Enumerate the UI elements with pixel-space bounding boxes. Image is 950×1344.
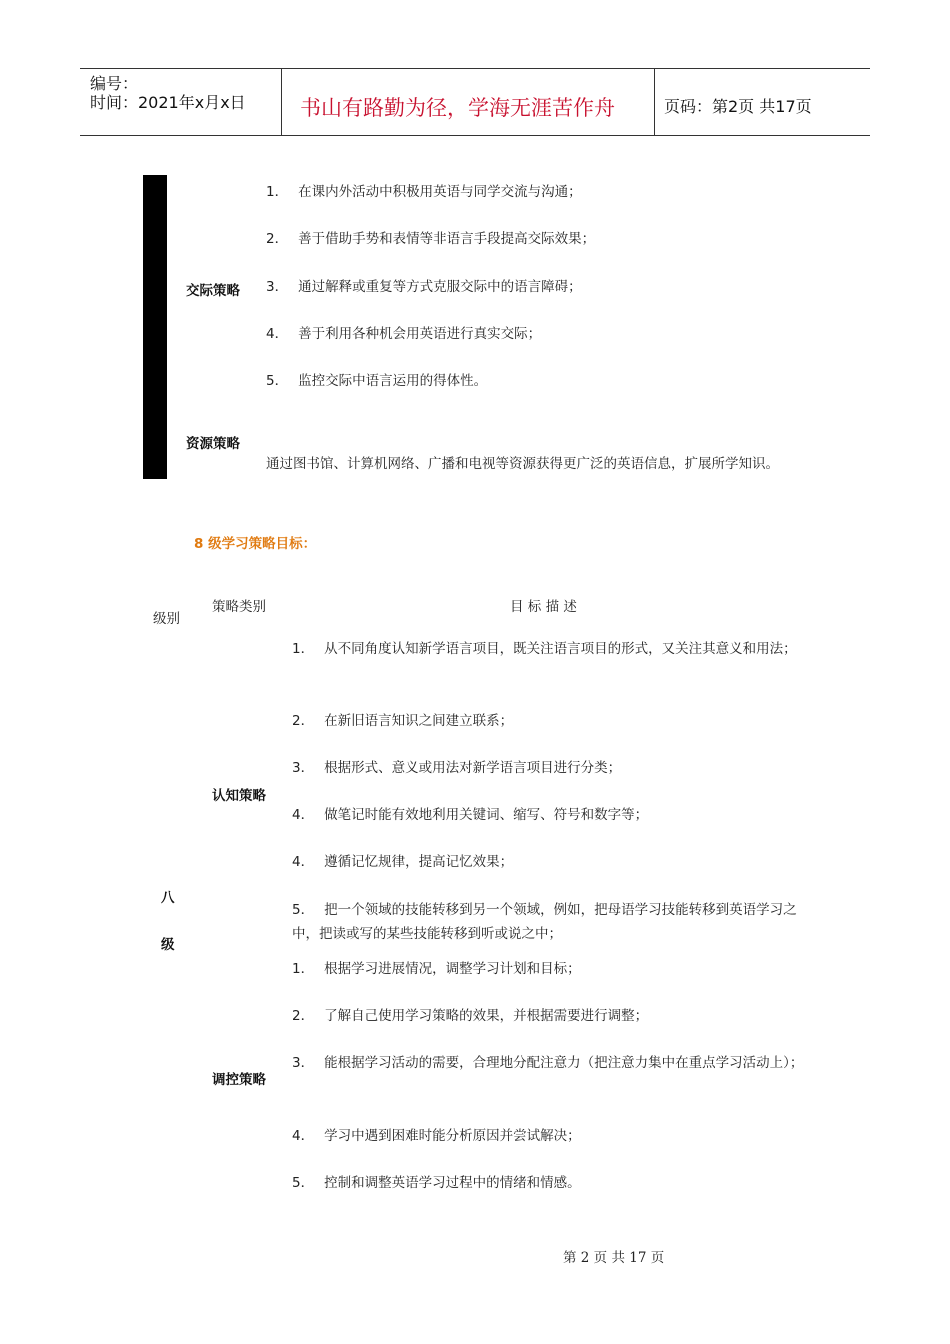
- item-number: 5．: [266, 373, 289, 389]
- regulation-item: [292, 957, 804, 981]
- regulation-item: [292, 1124, 804, 1148]
- cognitive-item: [292, 803, 804, 827]
- item-text: 从不同角度认知新学语言项目，既关注语言项目的形式，又关注其意义和用法；: [324, 641, 797, 657]
- resource-strategy-label: 资源策略: [186, 436, 240, 452]
- item-text: 学习中遇到困难时能分析原因并尝试解决；: [324, 1128, 581, 1144]
- header-divider-left: [281, 68, 282, 135]
- header-motto: 书山有路勤为径，学海无涯苦作舟: [300, 96, 615, 120]
- header-page-info: 页码：第2页 共17页: [664, 97, 812, 116]
- item-number: 3．: [266, 279, 289, 295]
- cognitive-item: [292, 850, 804, 874]
- item-number: 4．: [292, 807, 315, 823]
- cognitive-item: [292, 898, 804, 946]
- resource-strategy-text: 通过图书馆、计算机网络、广播和电视等资源获得更广泛的英语信息，扩展所学知识。: [266, 456, 779, 472]
- communication-item: [266, 322, 826, 346]
- cognitive-strategy-label: 认知策略: [212, 788, 266, 804]
- column-header-level: 级别: [153, 611, 180, 627]
- item-text: 善于借助手势和表情等非语言手段提高交际效果；: [298, 231, 596, 247]
- item-text: 在新旧语言知识之间建立联系；: [324, 713, 514, 729]
- page-footer: 第 2 页 共 17 页: [563, 1250, 665, 1266]
- item-text: 了解自己使用学习策略的效果，并根据需要进行调整；: [324, 1008, 649, 1024]
- item-number: 3．: [292, 760, 315, 776]
- item-text: 根据学习进展情况，调整学习计划和目标；: [324, 961, 581, 977]
- header-date-label: 时间：2021年x月x日: [90, 93, 246, 112]
- item-text: 在课内外活动中积极用英语与同学交流与沟通；: [298, 184, 582, 200]
- item-text: 控制和调整英语学习过程中的情绪和情感。: [324, 1175, 581, 1191]
- item-text: 善于利用各种机会用英语进行真实交际；: [298, 326, 542, 342]
- regulation-item: [292, 1051, 804, 1075]
- communication-item: [266, 180, 826, 204]
- item-number: 5．: [292, 902, 315, 918]
- item-number: 1．: [292, 961, 315, 977]
- item-text: 监控交际中语言运用的得体性。: [298, 373, 488, 389]
- header-bottom-rule: [80, 135, 870, 136]
- item-text: 根据形式、意义或用法对新学语言项目进行分类；: [324, 760, 622, 776]
- cognitive-item: [292, 756, 804, 780]
- item-text: 通过解释或重复等方式克服交际中的语言障碍；: [298, 279, 582, 295]
- regulation-strategy-label: 调控策略: [212, 1072, 266, 1088]
- communication-item: [266, 227, 826, 251]
- header-top-rule: [80, 68, 870, 69]
- header-number-label: 编号：: [90, 74, 139, 93]
- communication-item: [266, 369, 826, 393]
- item-number: 4．: [292, 854, 315, 870]
- item-number: 1．: [266, 184, 289, 200]
- regulation-item: [292, 1171, 804, 1195]
- item-number: 4．: [292, 1128, 315, 1144]
- communication-item: [266, 275, 826, 299]
- item-text: 能根据学习活动的需要，合理地分配注意力（把注意力集中在重点学习活动上）；: [324, 1055, 804, 1071]
- item-number: 3．: [292, 1055, 315, 1071]
- item-number: 4．: [266, 326, 289, 342]
- cognitive-item: [292, 637, 804, 661]
- communication-strategy-label: 交际策略: [186, 283, 240, 299]
- section-title: 8 级学习策略目标：: [194, 536, 317, 552]
- item-text: 遵循记忆规律，提高记忆效果；: [324, 854, 514, 870]
- header-divider-right: [654, 68, 655, 135]
- item-number: 2．: [292, 713, 315, 729]
- item-text: 做笔记时能有效地利用关键词、缩写、符号和数字等；: [324, 807, 649, 823]
- column-header-category: 策略类别: [212, 599, 266, 615]
- level-char-ba: 八: [161, 890, 175, 906]
- item-number: 5．: [292, 1175, 315, 1191]
- table-left-bar: [143, 175, 167, 479]
- level-char-ji: 级: [161, 937, 175, 953]
- item-text: 把一个领域的技能转移到另一个领域，例如，把母语学习技能转移到英语学习之中，把读或写的某些技能转移到听或说之中；: [292, 902, 797, 942]
- regulation-item: [292, 1004, 804, 1028]
- column-header-description: 目 标 描 述: [510, 599, 577, 615]
- item-number: 1．: [292, 641, 315, 657]
- item-number: 2．: [266, 231, 289, 247]
- item-number: 2．: [292, 1008, 315, 1024]
- cognitive-item: [292, 709, 804, 733]
